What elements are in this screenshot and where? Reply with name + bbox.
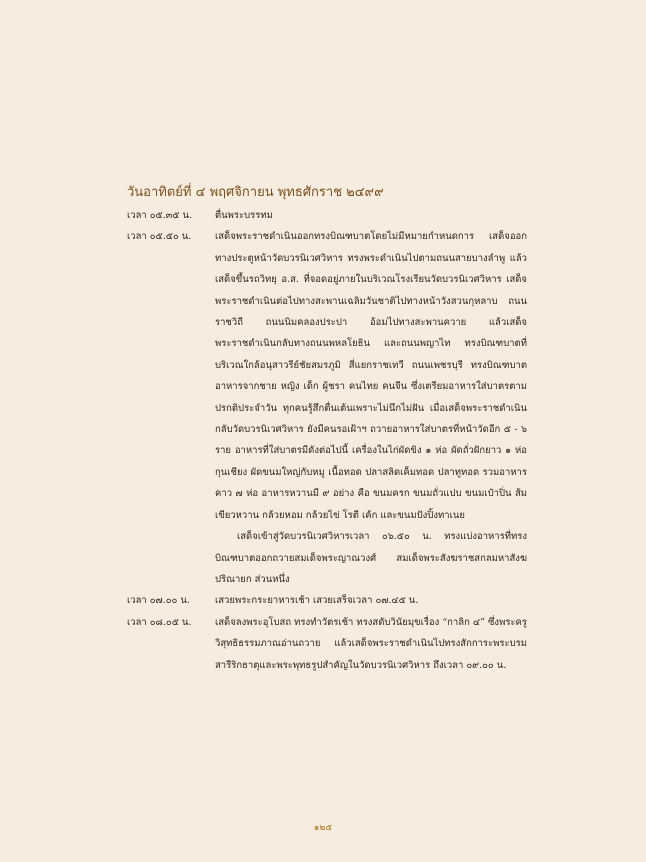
schedule-entry [127,590,527,611]
schedule-entry [127,612,527,676]
entry-paragraph: เสวยพระกระยาหารเช้า เสวยเสร็จเวลา ๐๗.๔๕ น. [215,595,419,607]
schedule-entry [127,205,527,226]
entry-paragraph: เสด็จเข้าสู่วัดบวรนิเวศวิหารเวลา ๐๖.๕๐ น. ทรงแบ่งอาหารที่ทรงบิณฑบาตออกถวายสมเด็จพระญาณวงศ์ สมเด็จพระสังฆราชสกลมหาสังฆปริณายก ส่วนหนึ่ง [215,531,527,585]
entry-body [215,590,527,611]
entry-time: เวลา ๐๕.๕๐ น. [127,231,192,243]
entry-body [215,205,527,226]
entry-time: เวลา ๐๘.๐๕ น. [127,616,192,628]
entry-paragraph: เสด็จพระราชดำเนินออกทรงบิณฑบาตโดยไม่มีหมายกำหนดการ เสด็จออกทางประตูหน้าวัดบวรนิเวศวิหาร ทรงพระดำเนินไปตามถนนสายบางลำพู แล้วเสด็จขึ้นรถวิทยุ อ.ส. ที่จอดอยู่ภายในบริเวณโรงเรียนวัดบวรนิเวศวิหาร เสด็จพระราชดำเนินต่อไปทางสะพานเฉลิมวันชาติไปทางหน้าวังสวนกุหลาบ ถนนราชวิถี ถนนนิมคลองประปา อ้อมไปทางสะพานควาย แล้วเสด็จพระราชดำเนินกลับทางถนนพหลโยธิน และถนนพญาไท ทรงบิณฑบาตที่บริเวณใกล้อนุสาวรีย์ชัยสมรภูมิ สี่แยกราชเทวี ถนนเพชรบุรี ทรงบิณฑบาตอาหารจากชาย หญิง เด็ก ผู้ชรา คนไทย คนจีน ซึ่งเตรียมอาหารใส่บาตรตามปรกติประจำวัน ทุกคนรู้สึกตื่นเต้นเพราะไม่นึกไม่ฝัน เมื่อเสด็จพระราชดำเนินกลับวัดบวรนิเวศวิหาร ยังมีคนรอเฝ้าฯ ถวายอาหารใส่บาตรที่หน้าวัดอีก ๕ - ๖ ราย อาหารที่ใส่บาตรมีดังต่อไปนี้ เครื่องในไก่ผัดขิง ๑ ห่อ ผัดถั่วฝักยาว ๑ ห่อ กุนเชียง ผัดขนมใหญ่กับหมู เนื้อทอด ปลาสลิดเค็มทอด ปลาทูทอด รวมอาหารคาว ๗ ห่อ อาหารหวานมี ๙ อย่าง คือ ขนมครก ขนมถั่วแปบ ขนมเป๋าปิ่น ส้มเขียวหวาน กล้วยหอม กล้วยไข่ โรตี เค้ก และขนมปังปิ้งทาเนย [215,231,527,521]
entry-paragraph: เสด็จลงพระอุโบสถ ทรงทำวัตรเช้า ทรงสดับวินัยมุขเรื่อง “กาลิก ๔” ซึ่งพระครูวิสุทธิธรรมภาณอ่านถวาย แล้วเสด็จพระราชดำเนินไปทรงสักการะพระบรมสารีริกธาตุและพระพุทธรูปสำคัญในวัดบวรนิเวศวิหาร ถึงเวลา ๐๙.๐๐ น. [215,616,527,671]
entry-time: เวลา ๐๕.๓๕ น. [127,210,192,221]
entry-body [215,226,527,590]
entry-paragraph: ตื่นพระบรรทม [215,210,273,221]
entry-time: เวลา ๐๗.๐๐ น. [127,595,190,607]
date-heading: วันอาทิตย์ที่ ๔ พฤศจิกายน พุทธศักราช ๒๔๙๙ [127,185,384,200]
entry-body [215,612,527,676]
page-number: ๑๒๕ [313,823,333,833]
schedule-entries [127,205,527,676]
schedule-entry [127,226,527,590]
